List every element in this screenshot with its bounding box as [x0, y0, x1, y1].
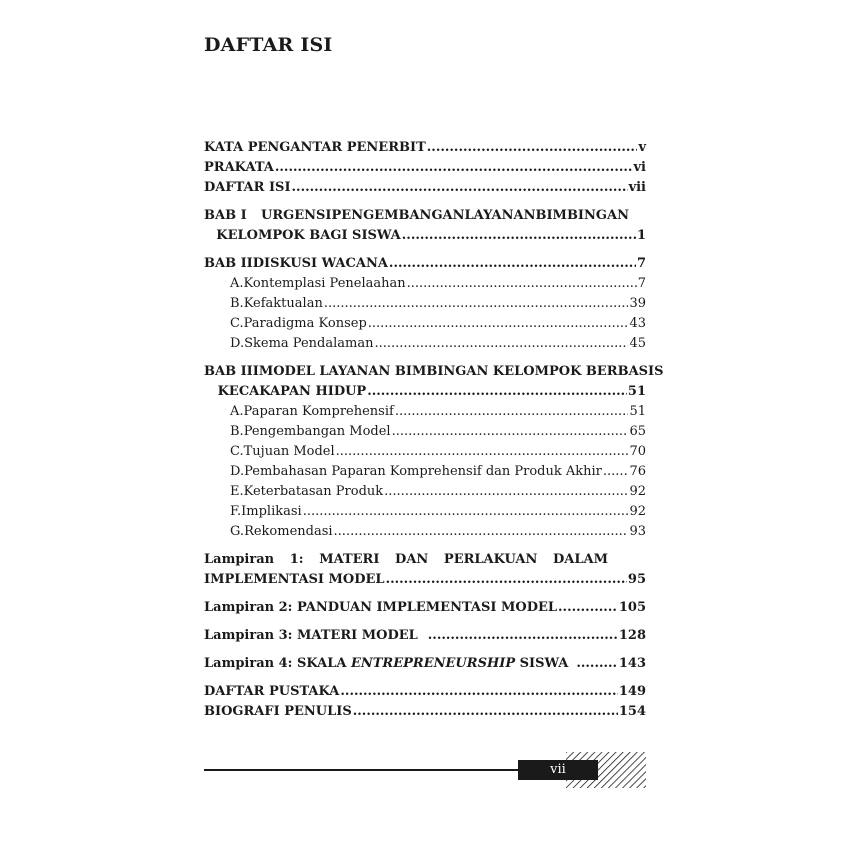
toc-row-lampiran4[interactable] — [204, 654, 646, 674]
toc-row-bab3-g[interactable] — [204, 522, 646, 542]
dot-leader — [386, 570, 627, 590]
toc-page: 143 — [618, 656, 646, 671]
chapter-title-line1 — [261, 206, 629, 226]
toc-page: v — [638, 140, 646, 155]
page-title: DAFTAR ISI — [204, 34, 333, 56]
toc-row-bab3-d[interactable] — [204, 462, 646, 482]
table-of-contents — [204, 138, 664, 722]
toc-label: PRAKATA — [204, 160, 274, 175]
dot-leader — [340, 682, 617, 702]
toc-page: 93 — [629, 524, 646, 539]
toc-page: 76 — [629, 464, 646, 479]
toc-label: Keterbatasan Produk — [243, 484, 384, 499]
toc-label: KELOMPOK BAGI SISWA — [216, 228, 401, 243]
toc-label: Kefaktualan — [243, 296, 323, 311]
title-word: DAN — [395, 552, 429, 567]
title-word: Lampiran — [204, 552, 275, 567]
section-letter: G. — [230, 524, 245, 539]
label-suffix: SISWA — [515, 656, 569, 671]
footer-rule — [204, 769, 520, 771]
lampiran1-title-line1 — [204, 550, 608, 570]
toc-row-lampiran1-line2[interactable] — [204, 570, 646, 590]
toc-label: Lampiran 3: MATERI MODEL — [204, 628, 418, 643]
toc-label — [204, 654, 568, 674]
toc-page: 92 — [629, 504, 646, 519]
toc-row-bab3-e[interactable] — [204, 482, 646, 502]
dot-leader — [407, 274, 637, 294]
toc-page: 51 — [627, 384, 646, 399]
toc-page: 1 — [636, 228, 646, 243]
toc-row-bab3-f[interactable] — [204, 502, 646, 522]
title-word: DALAM — [553, 552, 608, 567]
toc-row-bab2-a[interactable] — [204, 274, 646, 294]
dot-leader — [576, 654, 618, 674]
title-word: PENGEMBANGAN — [331, 208, 465, 223]
toc-label: Lampiran 2: PANDUAN IMPLEMENTASI MODEL — [204, 600, 558, 615]
section-letter: B. — [230, 296, 244, 311]
toc-row-kata-pengantar[interactable] — [204, 138, 646, 158]
toc-label: KECAKAPAN HIDUP — [217, 384, 367, 399]
dot-leader — [428, 626, 618, 646]
dot-leader — [334, 522, 629, 542]
dot-leader — [389, 254, 636, 274]
toc-label: Implikasi — [241, 504, 302, 519]
section-letter: F. — [230, 504, 242, 519]
toc-label: IMPLEMENTASI MODEL — [204, 572, 385, 587]
toc-row-prakata[interactable] — [204, 158, 646, 178]
label-prefix: Lampiran 4: SKALA — [204, 656, 351, 671]
dot-leader — [384, 482, 628, 502]
toc-row-bab2-c[interactable] — [204, 314, 646, 334]
toc-page: 45 — [629, 336, 646, 351]
section-letter: C. — [230, 316, 244, 331]
section-letter: A. — [230, 276, 244, 291]
chapter-number: BAB III — [204, 364, 259, 379]
dot-leader — [427, 138, 638, 158]
title-word: URGENSI — [261, 208, 332, 223]
dot-leader — [368, 314, 629, 334]
toc-row-bab2-d[interactable] — [204, 334, 646, 354]
toc-page: 70 — [629, 444, 646, 459]
title-word: MATERI — [319, 552, 380, 567]
toc-page: 51 — [629, 404, 646, 419]
toc-row-bab1-line1[interactable] — [204, 206, 646, 226]
title-word: LAYANAN — [464, 208, 536, 223]
toc-page: vii — [628, 180, 646, 195]
dot-leader — [324, 294, 629, 314]
dot-leader — [374, 334, 628, 354]
section-letter: B. — [230, 424, 244, 439]
toc-row-bab1-line2[interactable] — [204, 226, 646, 246]
chapter-number: BAB II — [204, 256, 253, 271]
toc-label: DAFTAR ISI — [204, 180, 291, 195]
toc-label: DISKUSI WACANA — [252, 256, 388, 271]
toc-row-bab3-b[interactable] — [204, 422, 646, 442]
toc-label: Pengembangan Model — [243, 424, 391, 439]
toc-row-bab3-line1[interactable] — [204, 362, 664, 382]
section-letter: C. — [230, 444, 244, 459]
dot-leader — [336, 442, 629, 462]
toc-label: KATA PENGANTAR PENERBIT — [204, 140, 426, 155]
chapter-title-line1: MODEL LAYANAN BIMBINGAN KELOMPOK BERBASIS — [258, 364, 664, 379]
title-word: BIMBINGAN — [535, 208, 629, 223]
toc-label: DAFTAR PUSTAKA — [204, 684, 340, 699]
dot-leader — [603, 462, 629, 482]
toc-row-bab2-b[interactable] — [204, 294, 646, 314]
dot-leader — [395, 402, 629, 422]
toc-row-lampiran2[interactable] — [204, 598, 646, 618]
toc-label: Tujuan Model — [243, 444, 335, 459]
toc-page: vi — [633, 160, 646, 175]
toc-label: Paparan Komprehensif — [243, 404, 394, 419]
dot-leader — [558, 598, 618, 618]
dot-leader — [402, 226, 636, 246]
label-italic: ENTREPRENEURSHIP — [350, 656, 516, 671]
chapter-number: BAB I — [204, 208, 247, 223]
toc-label: Kontemplasi Penelaahan — [243, 276, 406, 291]
dot-leader — [292, 178, 628, 198]
toc-row-biografi[interactable] — [204, 702, 646, 722]
toc-page: 39 — [629, 296, 646, 311]
toc-row-bab3-a[interactable] — [204, 402, 646, 422]
section-letter: D. — [230, 464, 245, 479]
toc-label: Pembahasan Paparan Komprehensif dan Produk Akhir — [244, 464, 602, 479]
toc-page: 7 — [637, 276, 646, 291]
toc-page: 43 — [629, 316, 646, 331]
toc-row-daftar-isi[interactable] — [204, 178, 646, 198]
dot-leader — [392, 422, 629, 442]
toc-page: 65 — [629, 424, 646, 439]
toc-page: 92 — [629, 484, 646, 499]
toc-row-lampiran1-line1[interactable] — [204, 550, 646, 570]
toc-page: 128 — [618, 628, 646, 643]
toc-page: 7 — [636, 256, 646, 271]
toc-row-bab3-c[interactable] — [204, 442, 646, 462]
toc-row-daftar-pustaka[interactable] — [204, 682, 646, 702]
dot-leader — [353, 702, 618, 722]
toc-row-lampiran3[interactable] — [204, 626, 646, 646]
toc-row-bab3-line2[interactable] — [204, 382, 646, 402]
toc-label: Skema Pendalaman — [244, 336, 374, 351]
toc-page: 149 — [618, 684, 646, 699]
toc-label: Rekomendasi — [244, 524, 333, 539]
toc-row-bab2[interactable] — [204, 254, 646, 274]
dot-leader — [275, 158, 633, 178]
title-word: 1: — [289, 552, 304, 567]
toc-label: Paradigma Konsep — [243, 316, 367, 331]
dot-leader — [367, 382, 627, 402]
title-word: PERLAKUAN — [443, 552, 538, 567]
section-letter: A. — [230, 404, 244, 419]
toc-page: 105 — [618, 600, 646, 615]
section-letter: D. — [230, 336, 245, 351]
toc-page: 95 — [627, 572, 646, 587]
toc-page: 154 — [618, 704, 646, 719]
section-letter: E. — [230, 484, 244, 499]
dot-leader — [303, 502, 629, 522]
toc-label: BIOGRAFI PENULIS — [204, 704, 352, 719]
footer-page-number: vii — [518, 760, 598, 780]
